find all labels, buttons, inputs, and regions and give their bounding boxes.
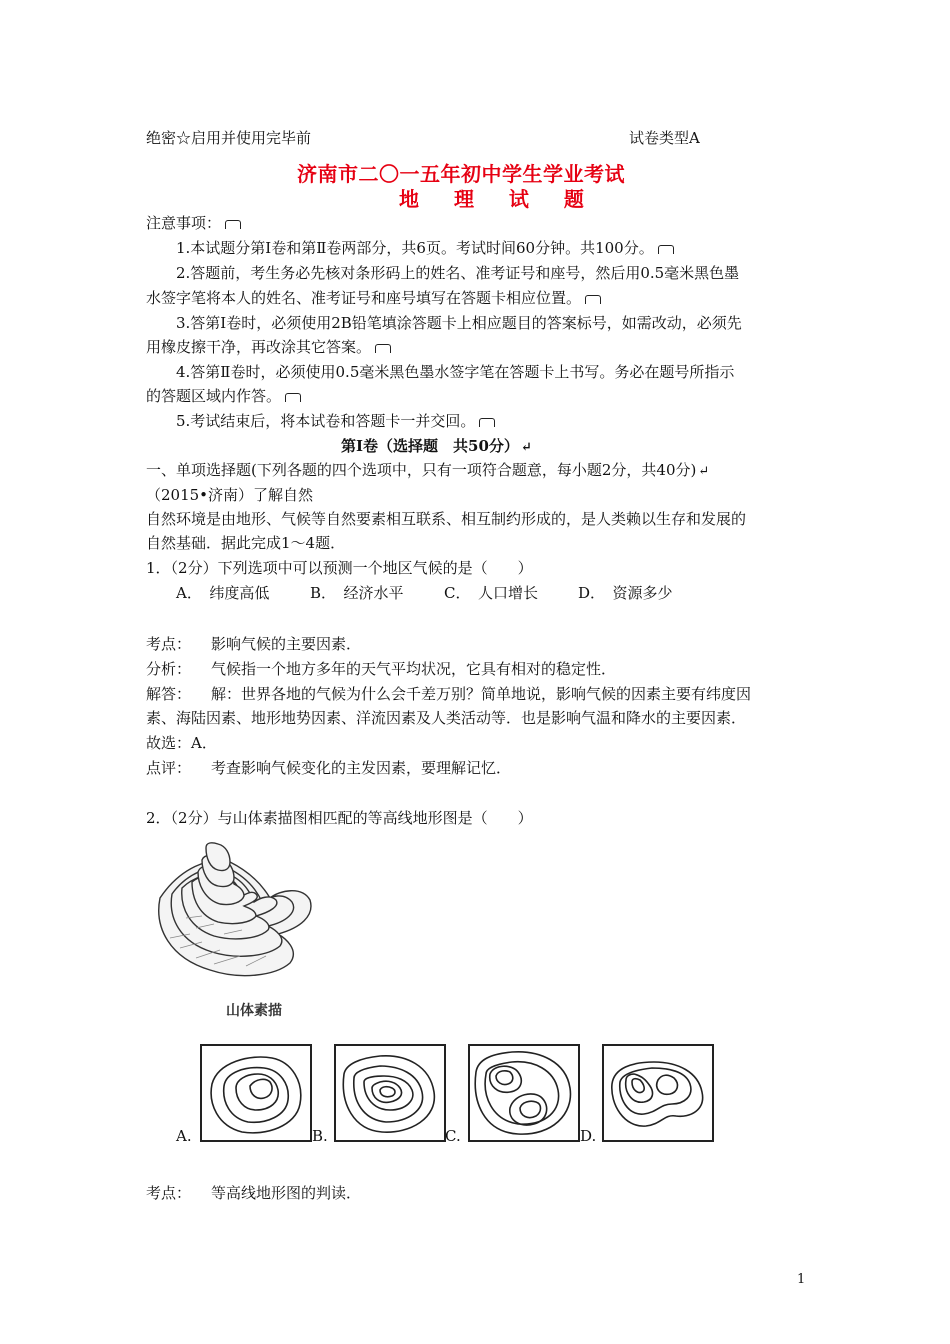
notice-item-5 — [176, 409, 495, 433]
notice-item-text: 的答题区域内作答。 — [146, 387, 282, 405]
contour-label-d: D. — [580, 1127, 597, 1145]
return-mark-icon — [658, 245, 674, 254]
contour-label-b: B. — [312, 1127, 328, 1145]
q1-option-b: B． 经济水平 — [310, 584, 404, 602]
q1-option-c: C． 人口增长 — [444, 584, 538, 602]
contour-map-b — [334, 1044, 446, 1142]
notice-item-2b — [146, 286, 601, 310]
q2-kaodian: 等高线地形图的判读． — [211, 1184, 362, 1202]
page-number: 1 — [797, 1272, 806, 1287]
q1-dianping-label: 点评： — [146, 759, 192, 777]
q1-jieda-line1: 解：世界各地的气候为什么会千差万别？简单地说，影响气候的因素主要有纬度因 — [211, 685, 752, 703]
section-title-text: 第Ⅰ卷（选择题 共50分） — [341, 437, 519, 455]
q1-option-d: D． 资源多少 — [578, 584, 673, 602]
return-mark-icon — [585, 295, 601, 304]
q1-jieda-line2: 素、海陆因素、地形地势因素、洋流因素及人类活动等．也是影响气温和降水的主要因素． — [146, 709, 747, 727]
notice-item-3b — [146, 335, 391, 359]
q1-answer: 故选：A． — [146, 734, 217, 752]
exam-subtitle: 地 理 试 题 — [399, 187, 598, 211]
contour-label-a: A. — [176, 1127, 192, 1145]
intro-line-1: 自然环境是由地形、气候等自然要素相互联系、相互制约形成的，是人类赖以生存和发展的 — [146, 510, 747, 528]
notice-heading — [146, 211, 241, 235]
notice-item-4a: 4.答第Ⅱ卷时，必须使用0.5毫米黑色墨水签字笔在答题卡上书写。务必在题号所指示 — [176, 363, 735, 381]
section-instruction — [146, 458, 709, 484]
contour-map-d — [602, 1044, 714, 1142]
notice-item-text: 5.考试结束后，将本试卷和答题卡一并交回。 — [176, 412, 476, 430]
q1-jieda-label: 解答： — [146, 685, 192, 703]
q1-fenxi-label: 分析： — [146, 660, 192, 678]
exam-title: 济南市二〇一五年初中学生学业考试 — [297, 162, 625, 186]
contour-map-c — [468, 1044, 580, 1142]
sketch-caption: 山体素描 — [226, 1003, 282, 1019]
notice-item-3a: 3.答第Ⅰ卷时，必须使用2B铅笔填涂答题卡上相应题目的答案标号，如需改动，必须先 — [176, 314, 742, 332]
instruction-text: 一、单项选择题(下列各题的四个选项中，只有一项符合题意，每小题2分，共40分) — [146, 461, 697, 479]
contour-map-a — [200, 1044, 312, 1142]
q2-kaodian-label: 考点： — [146, 1184, 192, 1202]
paper-type-label: 试卷类型A — [629, 129, 700, 147]
notice-item-text: 用橡皮擦干净，再改涂其它答案。 — [146, 338, 372, 356]
q1-dianping: 考查影响气候变化的主发因素，要理解记忆． — [211, 759, 512, 777]
return-mark-icon — [225, 220, 241, 229]
confidential-label: 绝密☆启用并使用完毕前 — [146, 129, 312, 147]
section-title — [341, 434, 532, 460]
contour-label-c: C. — [445, 1127, 461, 1145]
return-mark-icon — [285, 393, 301, 402]
q1-kaodian: 影响气候的主要因素． — [211, 635, 362, 653]
notice-item-2a: 2.答题前，考生务必先核对条形码上的姓名、准考证号和座号，然后用0.5毫米黑色墨 — [176, 264, 740, 282]
q1-stem: 1．（2分）下列选项中可以预测一个地区气候的是（ ） — [146, 559, 533, 577]
arrow-mark-icon: ↵ — [520, 440, 532, 455]
q2-stem: 2．（2分）与山体素描图相匹配的等高线地形图是（ ） — [146, 809, 533, 827]
q1-option-a: A． 纬度高低 — [176, 584, 270, 602]
notice-item-1 — [176, 236, 674, 260]
return-mark-icon — [479, 418, 495, 427]
arrow-mark-icon: ↵ — [698, 464, 710, 479]
mountain-sketch-image — [150, 838, 320, 988]
question-source: （2015•济南）了解自然 — [146, 486, 314, 504]
intro-line-2: 自然基础．据此完成1～4题． — [146, 534, 346, 552]
notice-item-text: 1.本试题分第Ⅰ卷和第Ⅱ卷两部分，共6页。考试时间60分钟。共100分。 — [176, 239, 654, 257]
notice-item-text: 水签字笔将本人的姓名、准考证号和座号填写在答题卡相应位置。 — [146, 289, 582, 307]
q1-fenxi: 气候指一个地方多年的天气平均状况，它具有相对的稳定性． — [211, 660, 617, 678]
return-mark-icon — [375, 344, 391, 353]
notice-heading-text: 注意事项： — [146, 214, 222, 232]
q1-kaodian-label: 考点： — [146, 635, 192, 653]
notice-item-4b — [146, 384, 301, 408]
